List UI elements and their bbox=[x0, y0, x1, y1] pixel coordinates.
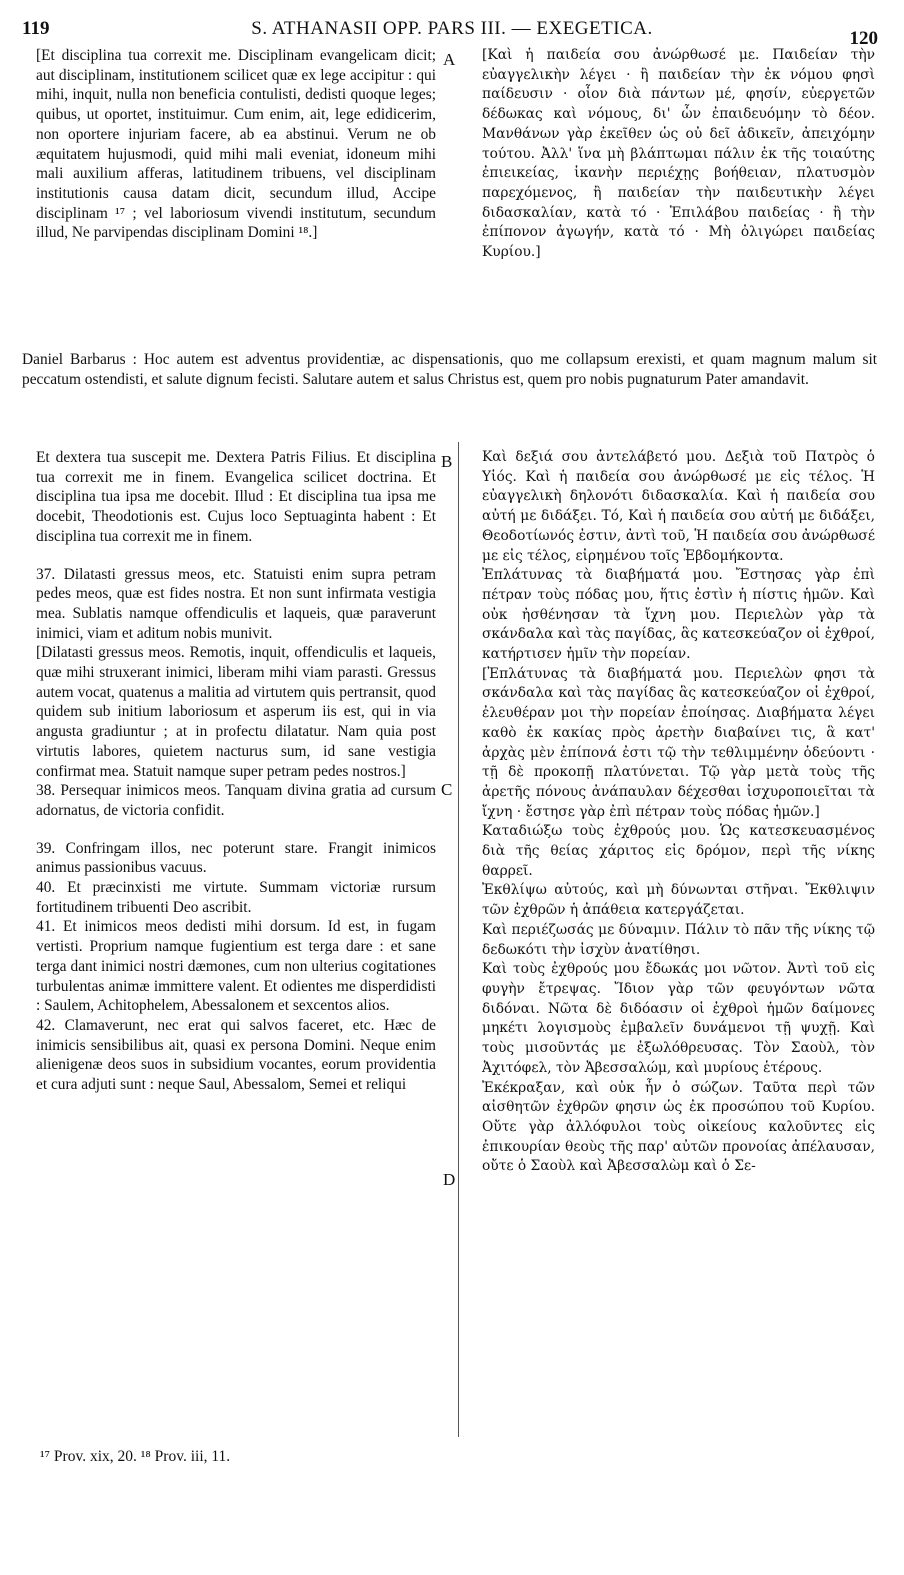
greek-paragraph: Καὶ περιέζωσάς με δύναμιν. Πάλιν τὸ πᾶν τῆς νίκης τῷ δεδωκότι τὴν ἰσχὺν ἀνατίθησι. bbox=[482, 921, 875, 958]
margin-marker-d: D bbox=[443, 1170, 456, 1189]
greek-paragraph: Ἐκθλίψω αὐτούς, καὶ μὴ δύνωνται στῆναι. Ἔκθλιψιν τῶν ἐχθρῶν ἡ ἀπάθεια κατεργάζεται. bbox=[482, 882, 875, 919]
margin-marker-b: B bbox=[441, 452, 453, 471]
footnotes: ¹⁷ Prov. xix, 20. ¹⁸ Prov. iii, 11. bbox=[40, 1448, 231, 1465]
greek-paragraph: [Καὶ ἡ παιδεία σου ἀνώρθωσέ με. Παιδείαν τὴν εὐαγγελικὴν λέγει · ἢ παιδείαν τὴν ἐκ νόμου φησὶ παίδευσιν · οἷον διὰ πάντων μέ, φησίν, εὐεργετῶν δέδωκας καὶ νόμους, δι' ὧν ἐπαιδευόμην τὸ δέον. Μανθάνων γὰρ ἐκεῖθεν ὡς οὐ δεῖ ἀδικεῖν, ἀπειχόμην τούτου. Ἀλλ' ἵνα μὴ βλάπτωμαι πάλιν ἐκ τῆς τοιαύτης ἐπιεικείας, ἱκανὴν περιέχῃς βοήθειαν, πλατυσμὸν παρεχόμενος, ἢ παιδείαν τὴν παιδευτικὴν λέγει διδασκαλίαν, κατὰ τό · Ἐπιλάβου παιδείας · ἢ τὴν ἐπίπονον ἀγωγήν, κατὰ τό · Μὴ ὀλιγώρει παιδείας Κυρίου.] bbox=[482, 47, 875, 261]
page-number-right: 120 bbox=[849, 28, 878, 49]
barbarus-commentary bbox=[22, 350, 877, 390]
greek-column-block1 bbox=[482, 46, 875, 263]
page-number-left: 119 bbox=[22, 18, 50, 39]
column-divider bbox=[458, 442, 459, 1437]
latin-paragraph: 38. Persequar inimicos meos. Tanquam divina gratia ad cursum adornatus, de victoria confidit. bbox=[36, 782, 436, 819]
barbarus-paragraph: Daniel Barbarus : Hoc autem est adventus providentiæ, ac dispensationis, quo me collapsum erexisti, et quam magnum malum sit peccatum ostendisti, et salute dignum fecisti. Salutare autem et salus Christus est, quem pro nobis pugnaturum Pater amandavit. bbox=[22, 351, 877, 388]
latin-column-block1 bbox=[36, 46, 436, 243]
greek-paragraph: [Ἐπλάτυνας τὰ διαβήματά μου. Περιελὼν φησι τὰ σκάνδαλα καὶ τὰς παγίδας ἃς κατεσκεύαζον οἱ ἐχθροί, ἐλευθέραν μοι τὴν πορείαν ἐποίησας. Διαβήματα λέγει καθὸ ἐκ κακίας πρὸς ἀρετὴν διαβαίνει τις, ἃ κατ' ἀρχὰς μὲν ἐπίπονά ἐστι τῷ τὴν τεθλιμμένην ὁδεύοντι · τῇ δὲ προκοπῇ πλατύνεται. Τῷ γὰρ μετὰ τοὺς τῆς ἀρετῆς πόνους ἀνάπαυλαν δέχεσθαι ἰσχυροποιεῖται τὰ ἴχνη · ἔστησε γὰρ ἐπὶ πέτραν τοὺς πόδας ἡμῶν.] bbox=[482, 665, 875, 820]
greek-column-block2 bbox=[482, 448, 875, 1177]
latin-paragraph: 40. Et præcinxisti me virtute. Summam victoriæ rursum fortitudinem tribuenti Deo ascribit. bbox=[36, 879, 436, 916]
latin-column-block2 bbox=[36, 448, 436, 1095]
greek-paragraph: Καταδιώξω τοὺς ἐχθρούς μου. Ὡς κατεσκευασμένος διὰ τῆς θείας χάριτος εἰς δρόμον, περὶ τῆς νίκης θαρρεῖ. bbox=[482, 823, 875, 879]
greek-paragraph: Ἐπλάτυνας τὰ διαβήματά μου. Ἔστησας γὰρ ἐπὶ πέτραν τοὺς πόδας μου, ἥτις ἐστὶν ἡ πίστις ἡμῶν. Καὶ οὐκ ἠσθένησαν τὰ ἴχνη μου. Περιελὼν γὰρ τὰ σκάνδαλα καὶ τὰς παγίδας, ἃς κατεσκεύαζον οἱ ἐχθροί, κατήρτισεν ἡμῖν τὴν πορείαν. bbox=[482, 567, 875, 663]
latin-paragraph: 37. Dilatasti gressus meos, etc. Statuisti enim supra petram pedes meos, quæ est fides nostra. Et non sunt infirmata vestigia mea. Sublatis namque offendiculis et laqueis, quæ paraverunt inimici, viam et aditum nobis munivit. bbox=[36, 565, 436, 642]
latin-paragraph: 39. Confringam illos, nec poterunt stare. Frangit inimicos animus passionibus vacuus. bbox=[36, 839, 436, 877]
greek-paragraph: Καὶ τοὺς ἐχθρούς μου ἔδωκάς μοι νῶτον. Ἀντὶ τοῦ εἰς φυγὴν ἔτρεψας. Ἴδιον γὰρ τῶν φευγόντων νῶτα διδόναι. Νῶτα δὲ διδόασιν οἱ ἐχθροὶ ἡμῶν δαίμονες μηκέτι λογισμοὺς ἐμβαλεῖν δυνάμενοι τῇ ψυχῇ. Καὶ τοὺς μισοῦντάς με ἐξωλόθρευσας. Τὸν Σαοὺλ, τὸν Ἀχιτόφελ, τὸν Ἀβεσσαλώμ, καὶ μυρίους ἑτέρους. bbox=[482, 961, 875, 1076]
latin-paragraph: 41. Et inimicos meos dedisti mihi dorsum. Id est, in fugam vertisti. Proprium namque fugientium est terga dare : et sane terga dant inimici nostri dæmones, cum non ulterius cogitationes turbulentas animæ immittere valent. Et odientes me disperdidisti : Saulem, Achitophelem, Abessalonem et sexcentos alios. bbox=[36, 918, 436, 1015]
latin-paragraph: [Et disciplina tua correxit me. Disciplinam evangelicam dicit; aut disciplinam, institutionem scilicet quæ ex lege accipitur : qui mihi, inquit, nulla non beneficia contulisti, dedisti quoque leges; quibus, ut oportet, instituimur. Cum enim, ait, lege edidicerim, non oportere injuriam facere, ab ea abstinui. Verum ne ob æquitatem hujusmodi, quid mihi mali eveniat, idoneum mihi mali auxilium afferas, latitudinem tribuens, vel disciplinam institutionis causa datam dicit, secundum illud, Accipe disciplinam ¹⁷ ; vel laboriosum vivendi institutum, secundum illud, Ne parvipendas disciplinam Domini ¹⁸.] bbox=[36, 47, 436, 242]
latin-paragraph: 42. Clamaverunt, nec erat qui salvos faceret, etc. Hæc de inimicis sensibilibus ait, quasi ex persona Domini. Neque enim alienigenæ deos suos in subsidium vocantes, eorum providentia et cura adjuti sunt : neque Saul, Abessalom, Semei et reliqui bbox=[36, 1016, 436, 1094]
running-title: S. ATHANASII OPP. PARS III. — EXEGETICA. bbox=[251, 18, 653, 39]
greek-paragraph: Ἐκέκραξαν, καὶ οὐκ ἦν ὁ σώζων. Ταῦτα περὶ τῶν αἰσθητῶν ἐχθρῶν φησιν ὡς ἐκ προσώπου τοῦ Κυρίου. Οὔτε γὰρ ἀλλόφυλοι τοὺς οἰκείους καλοῦντες εἰς ἐπικουρίαν θεοὺς τῆς παρ' αὐτῶν προνοίας ἀπέλαυσαν, οὔτε ὁ Σαοὺλ καὶ Ἀβεσσαλὼμ καὶ ὁ Σε- bbox=[482, 1079, 875, 1175]
latin-paragraph: [Dilatasti gressus meos. Remotis, inquit, offendiculis et laqueis, quæ mihi struxerant inimici, liberam mihi viam parasti. Gressus autem vocat, quatenus a malitia ad virtutem quis pertransit, quod quidem sub initium laboriosum et asperum iis est, qui in via angusta gradiuntur ; at in profectu dilatatur. Nam quia post virtutis labores, quietem nacturus sum, id sane vestigia confirmat mea. Statuit namque super petram pedes nostros.] bbox=[36, 644, 436, 780]
margin-marker-a: A bbox=[443, 50, 456, 69]
latin-paragraph: Et dextera tua suscepit me. Dextera Patris Filius. Et disciplina tua correxit me in finem. Evangelica scilicet doctrina. Et disciplina tua ipsa me docebit. Illud : Et disciplina tua ipsa me docebit, Theodotionis est. Cujus loco Septuaginta habent : Et disciplina tua correxit me in finem. bbox=[36, 449, 436, 545]
greek-paragraph: Καὶ δεξιά σου ἀντελάβετό μου. Δεξιὰ τοῦ Πατρὸς ὁ Υἱός. Καὶ ἡ παιδεία σου ἀνώρθωσέ με εἰς τέλος. Ἡ εὐαγγελικὴ δηλονότι διδασκαλία. Καὶ ἡ παιδεία σου αὐτή με διδάξει. Τό, Καὶ ἡ παιδεία σου αὐτή με διδάξει, Θεοδοτίωνός ἐστιν, ἀντὶ τοῦ, Ἡ παιδεία σου ἀνώρθωσέ με εἰς τέλος, εἰρημένου τοῖς Ἑβδομήκοντα. bbox=[482, 449, 875, 564]
margin-marker-c: C bbox=[441, 780, 453, 799]
